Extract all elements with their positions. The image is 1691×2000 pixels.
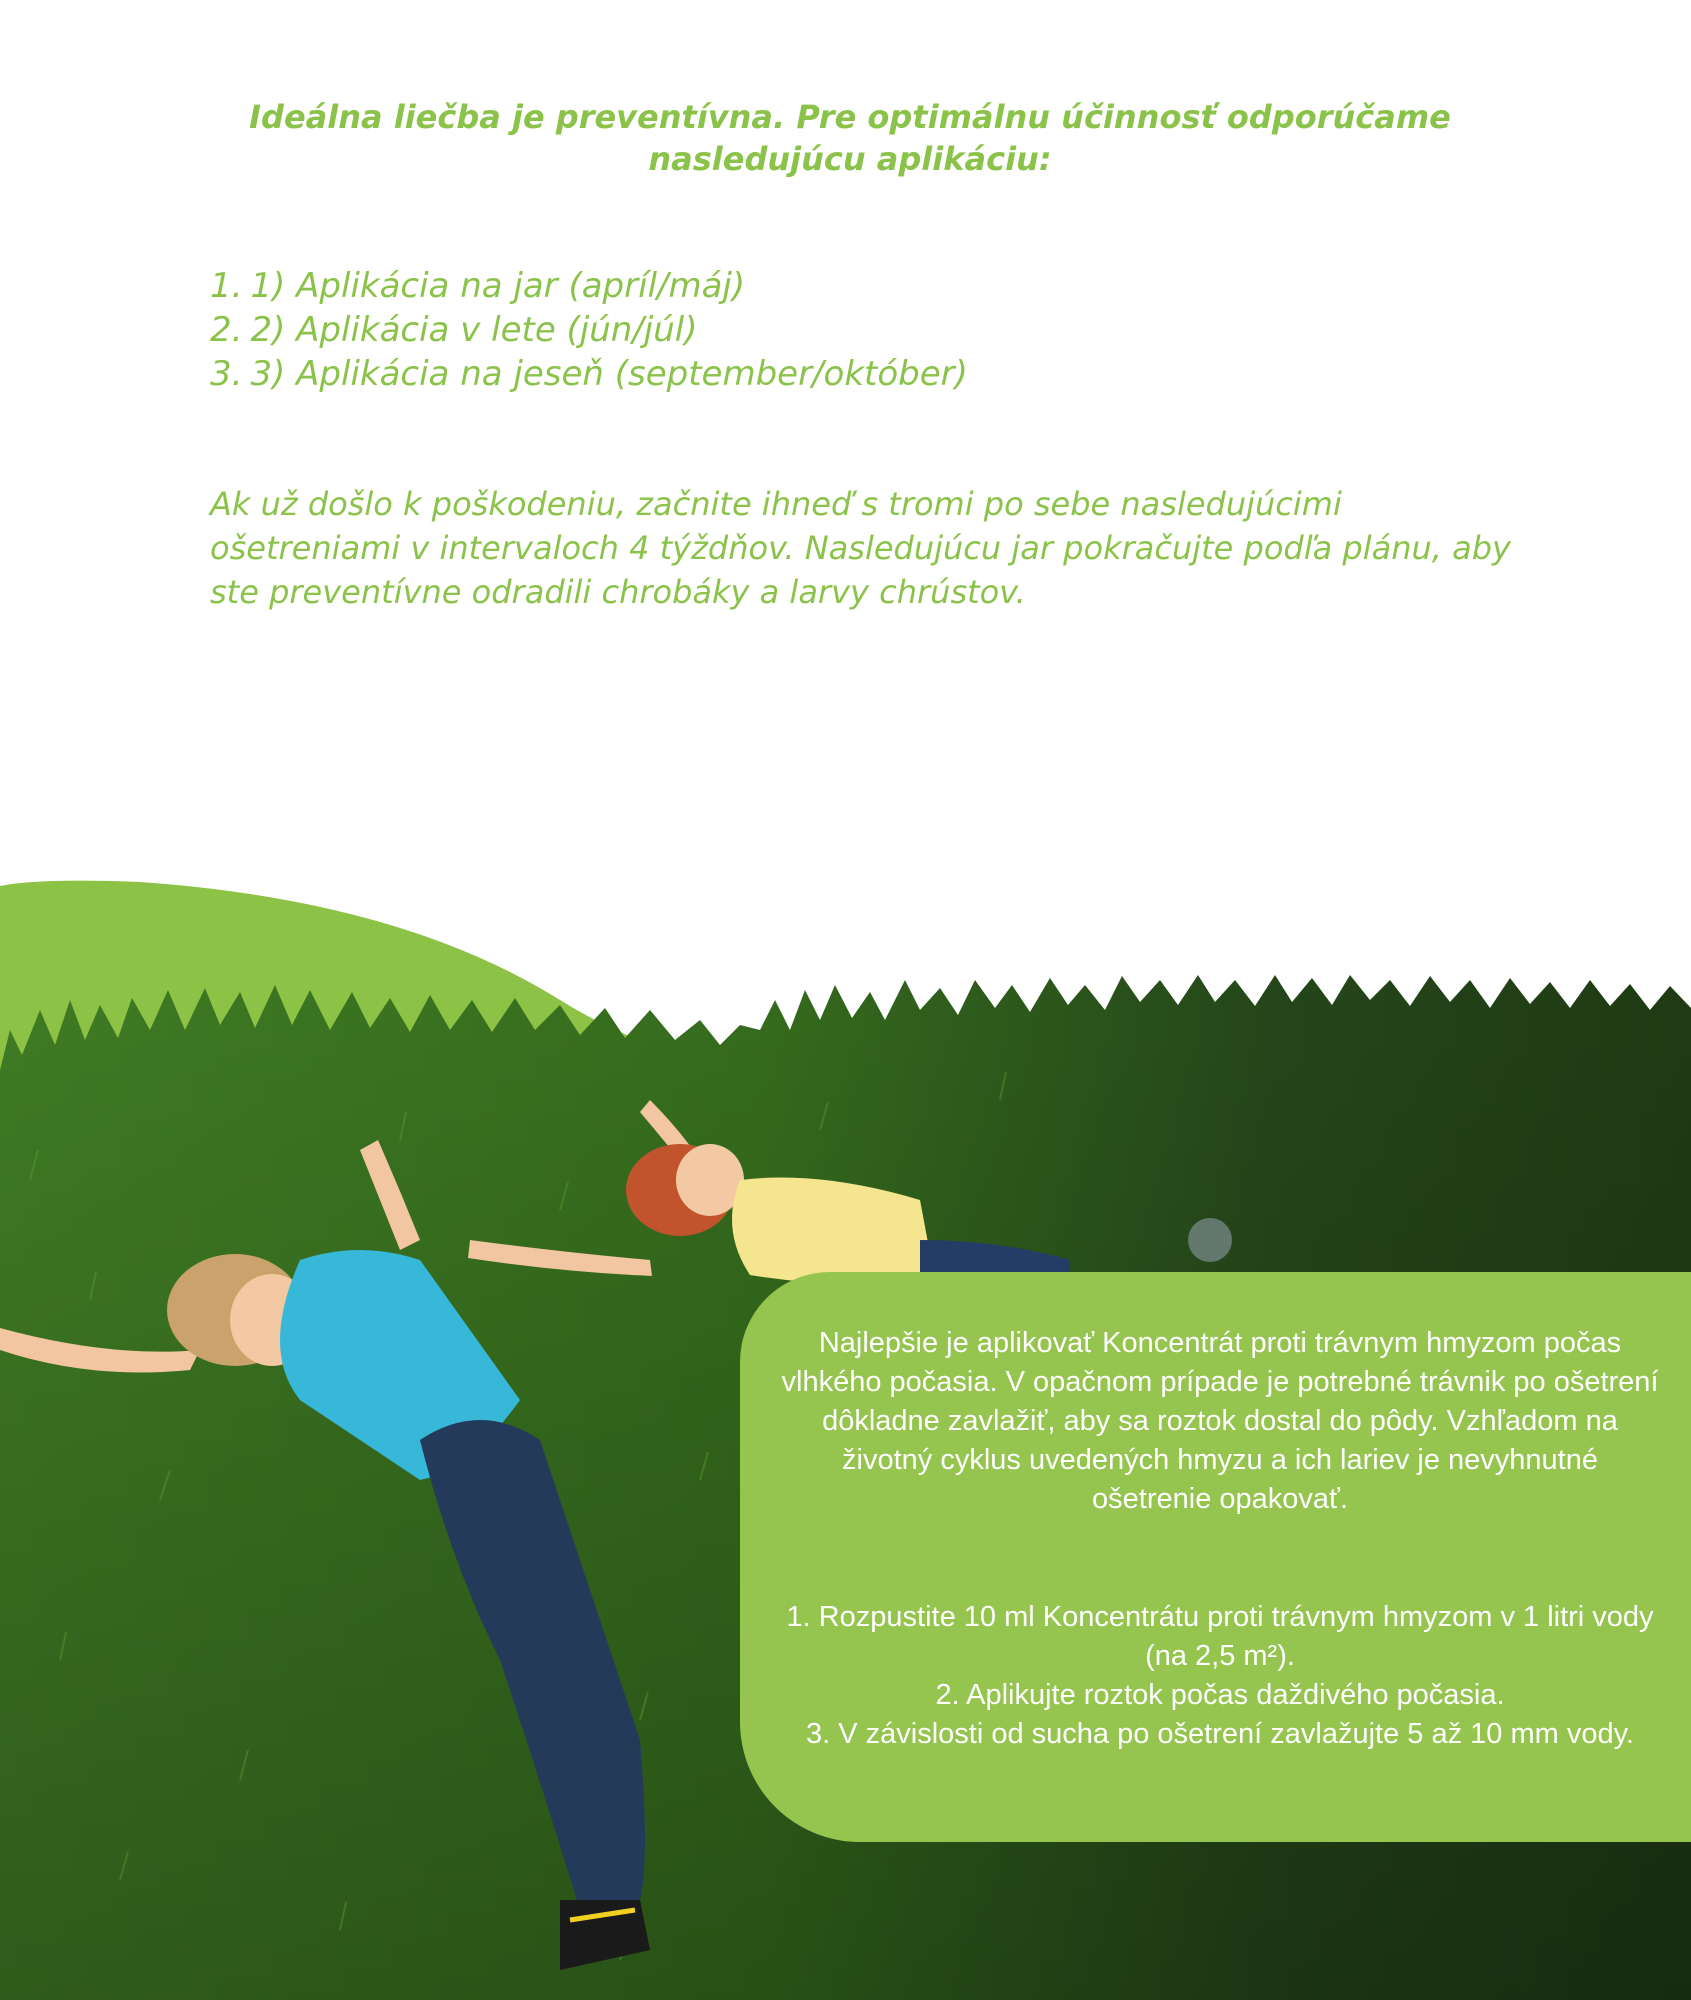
list-item-text: 1) Aplikácia na jar (apríl/máj): [250, 266, 746, 306]
list-item-text: 2) Aplikácia v lete (jún/júl): [250, 310, 698, 350]
list-item-number: 3.: [210, 354, 243, 394]
damage-note: Ak už došlo k poškodeniu, začnite ihneď s tromi po sebe nasledujúcimi ošetreniami v intervaloch 4 týždňov. Nasledujúcu jar pokračujte podľa plánu, aby ste preventívne odradili chrobáky a larvy chrústov.: [210, 485, 1511, 611]
list-item-number: 2.: [210, 310, 243, 350]
list-item: [210, 264, 968, 308]
application-schedule-list: [210, 264, 968, 396]
list-item: 3. V závislosti od sucha po ošetrení zavlažujte 5 až 10 mm vody.: [806, 1718, 1634, 1750]
top-text-section: [0, 0, 1691, 880]
instructions-card: [740, 1272, 1691, 1842]
card-intro-text: Najlepšie je aplikovať Koncentrát proti trávnym hmyzom počas vlhkého počasia. V opačnom prípade je potrebné trávnik po ošetrení dôkladne zavlažiť, aby sa roztok dostal do pôdy. Vzhľadom na životný cyklus uvedených hmyzu a ich lariev je nevyhnutné ošetrenie opakovať.: [781, 1327, 1659, 1515]
list-item: 1. Rozpustite 10 ml Koncentrátu proti trávnym hmyzom v 1 litri vody (na 2,5 m²).: [786, 1601, 1654, 1672]
list-item: [210, 308, 968, 352]
headline: Ideálna liečba je preventívna. Pre optimálnu účinnosť odporúčame nasledujúcu aplikáciu:: [249, 98, 1451, 178]
list-item: [210, 352, 968, 396]
list-item-text: 3) Aplikácia na jeseň (september/október): [250, 354, 968, 394]
list-item: 2. Aplikujte roztok počas daždivého počasia.: [935, 1679, 1505, 1711]
grass-photo-scene: [0, 880, 1691, 2000]
card-steps-list: [780, 1598, 1660, 1754]
list-item-number: 1.: [210, 266, 243, 306]
